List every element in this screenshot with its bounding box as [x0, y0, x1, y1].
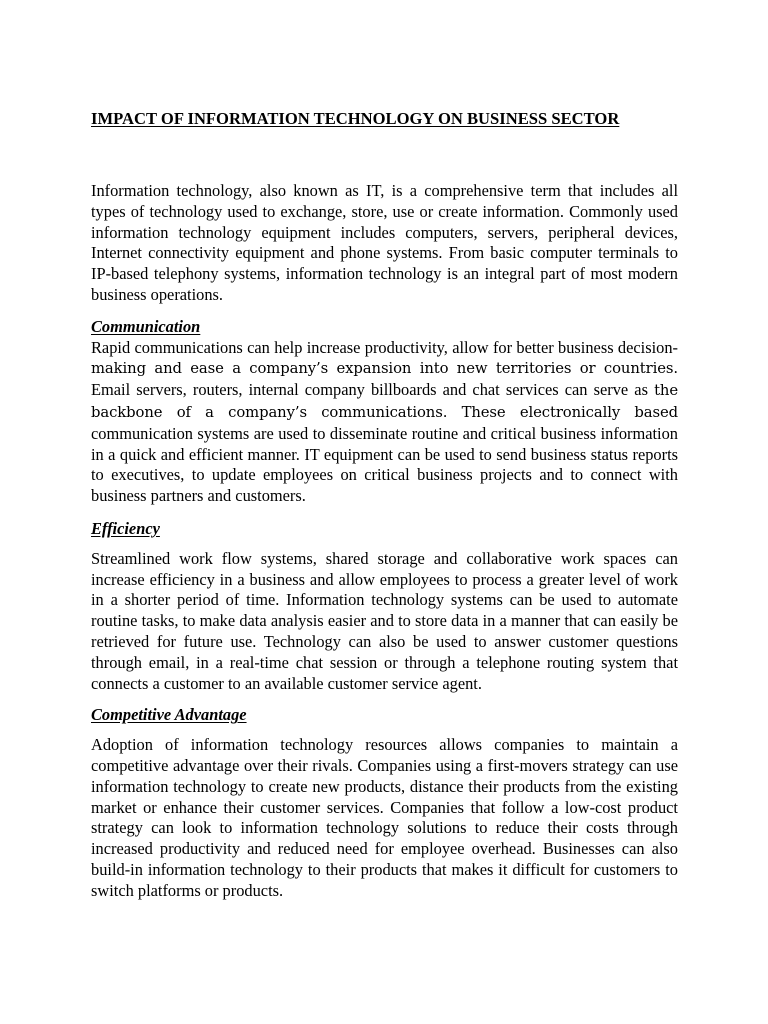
competitive-advantage-paragraph: Adoption of information technology resources allows companies to maintain a competitive advantage over their rivals. Companies using a first-movers strategy can use information technology to create new products, distance their products from the existing market or enhance their customer services. Companies that follow a low-cost product strategy can look to information technology solutions to reduce their costs through increased productivity and reduced need for employee overhead. Businesses can also build-in information technology to their products that makes it difficult for customers to switch platforms or products.	[91, 735, 678, 900]
document-title: IMPACT OF INFORMATION TECHNOLOGY ON BUSINESS SECTOR	[91, 109, 620, 128]
communication-text-part-4: the backbone of a company’s communications. These electronically based	[91, 382, 678, 421]
intro-paragraph: Information technology, also known as IT, is a comprehensive term that includes all types of technology used to exchange, store, use or create information. Commonly used information technology equipment includes computers, servers, peripheral devices, Internet connectivity equipment and phone systems. From basic computer terminals to IP-based telephony systems, information technology is an integral part of most modern business operations.	[91, 181, 678, 304]
communication-text-part-2: making and ease a company’s expansion into new territories or countries.	[91, 360, 678, 378]
communication-heading: Communication	[91, 316, 201, 336]
efficiency-heading: Efficiency	[91, 518, 160, 538]
competitive-advantage-heading: Competitive Advantage	[91, 705, 247, 725]
communication-text-part-1: Rapid communications can help increase productivity, allow for better business decision-	[91, 337, 678, 357]
communication-paragraph	[91, 338, 678, 507]
efficiency-paragraph: Streamlined work flow systems, shared storage and collaborative work spaces can increase efficiency in a business and allow employees to process a greater level of work in a shorter period of time. Information technology systems can be used to automate routine tasks, to make data analysis easier and to store data in a manner that can easily be retrieved for future use. Technology can also be used to answer customer questions through email, in a real-time chat session or through a telephone routing system that connects a customer to an available customer service agent.	[91, 548, 678, 693]
communication-text-part-5: communication systems are used to disseminate routine and critical business information in a quick and efficient manner. IT equipment can be used to send business status reports to executives, to update employees on critical business projects and to connect with business partners and customers.	[91, 423, 678, 506]
communication-text-part-3: Email servers, routers, internal company billboards and chat services can serve as	[91, 380, 655, 400]
